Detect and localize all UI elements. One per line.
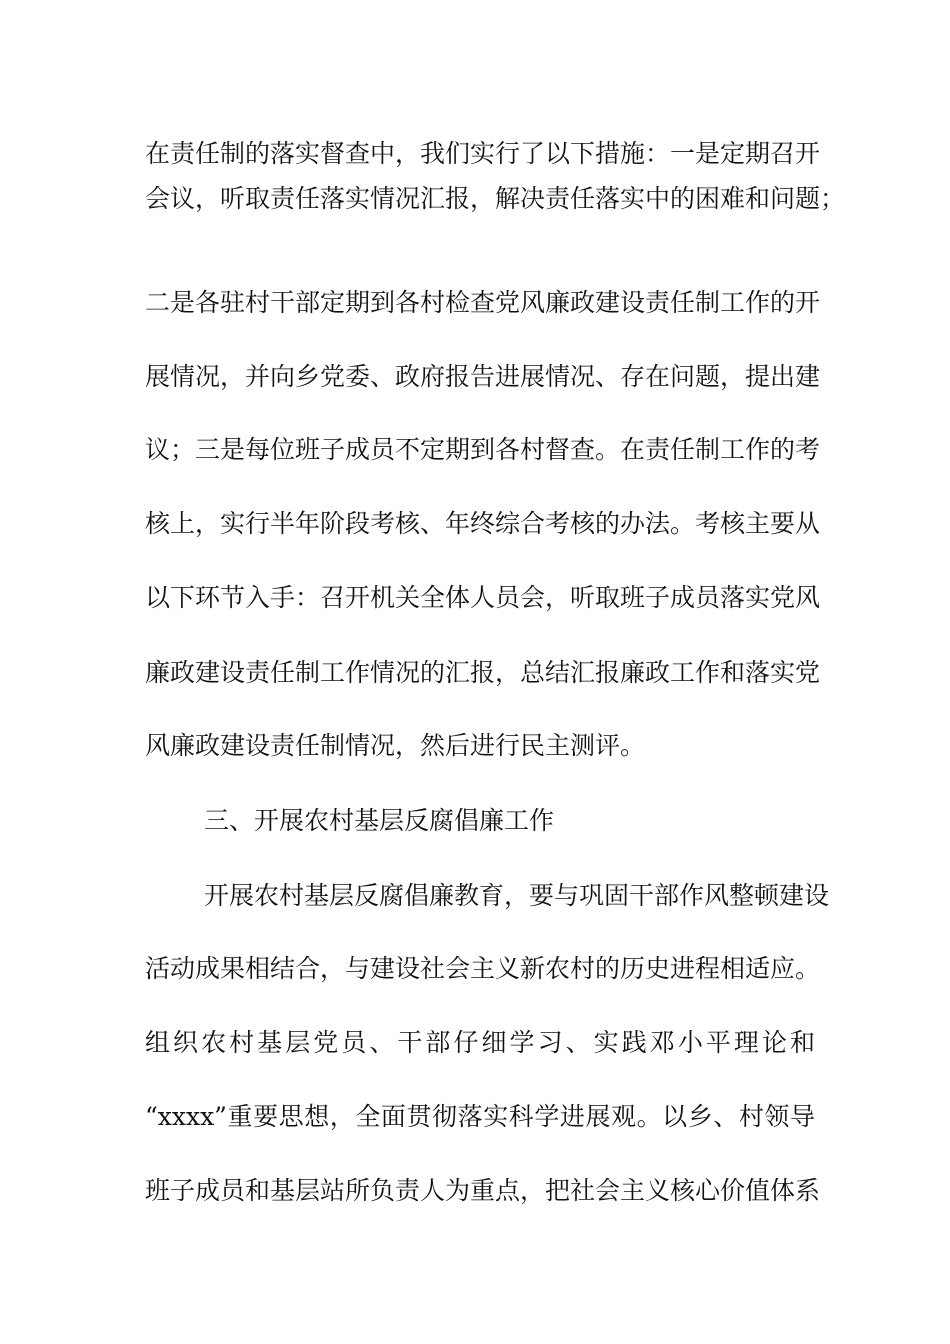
body-line-6: 核上，实行半年阶段考核、年终综合考核的办法。考核主要从: [145, 509, 821, 538]
section-heading: 三、开展农村基层反腐倡廉工作: [204, 806, 555, 835]
body-line-9: 风廉政建设责任制情况，然后进行民主测评。: [145, 731, 646, 760]
body-line-11: 活动成果相结合，与建设社会主义新农村的历史进程相适应。: [145, 954, 821, 983]
body-line-5: 议；三是每位班子成员不定期到各村督查。在责任制工作的考: [145, 435, 821, 464]
body-line-12: 组织农村基层党员、干部仔细学习、实践邓小平理论和: [145, 1028, 815, 1057]
body-line-2: 会议，听取责任落实情况汇报，解决责任落实中的困难和问题；: [145, 184, 846, 213]
body-line-7: 以下环节入手：召开机关全体人员会，听取班子成员落实党风: [145, 583, 821, 612]
body-line-3: 二是各驻村干部定期到各村检查党风廉政建设责任制工作的开: [145, 288, 821, 317]
body-line-10: 开展农村基层反腐倡廉教育，要与巩固干部作风整顿建设: [204, 881, 830, 910]
body-line-14: 班子成员和基层站所负责人为重点，把社会主义核心价值体系: [145, 1176, 821, 1205]
body-line-1: 在责任制的落实督查中，我们实行了以下措施：一是定期召开: [145, 139, 821, 168]
body-line-8: 廉政建设责任制工作情况的汇报，总结汇报廉政工作和落实党: [145, 658, 821, 687]
body-line-13: “xxxx”重要思想，全面贯彻落实科学进展观。以乡、村领导: [145, 1102, 815, 1131]
body-line-4: 展情况，并向乡党委、政府报告进展情况、存在问题，提出建: [145, 362, 821, 391]
